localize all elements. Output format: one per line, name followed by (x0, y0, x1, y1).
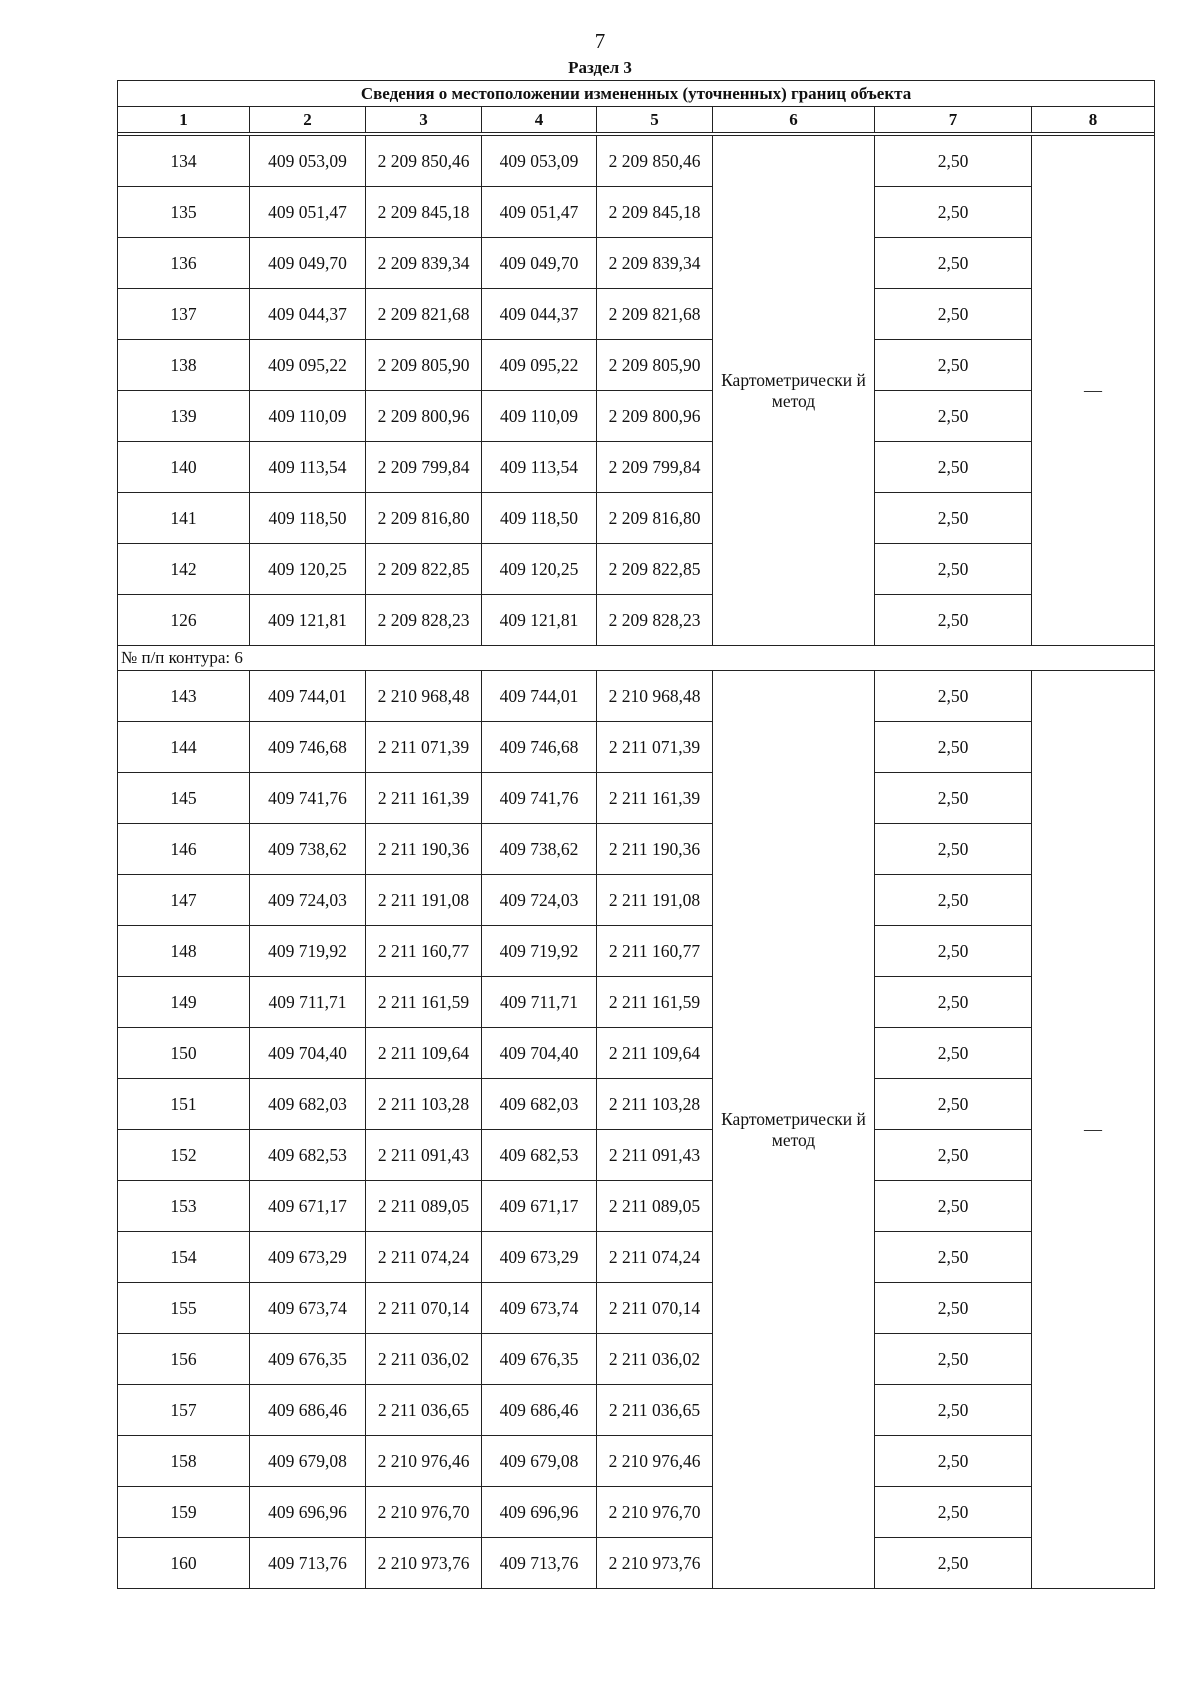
point-number: 135 (118, 187, 250, 238)
y-coordinate-existing: 2 209 828,23 (366, 595, 482, 646)
x-coordinate-new: 409 676,35 (482, 1334, 597, 1385)
table-row (118, 1028, 1155, 1079)
table-row (118, 1181, 1155, 1232)
y-coordinate-new: 2 211 190,36 (597, 824, 713, 875)
x-coordinate-existing: 409 053,09 (250, 136, 366, 187)
precision-value: 2,50 (875, 1079, 1032, 1130)
x-coordinate-existing: 409 744,01 (250, 671, 366, 722)
point-number: 153 (118, 1181, 250, 1232)
precision-value: 2,50 (875, 722, 1032, 773)
point-number: 158 (118, 1436, 250, 1487)
page-number: 7 (594, 29, 606, 53)
y-coordinate-new: 2 209 821,68 (597, 289, 713, 340)
y-coordinate-existing: 2 211 070,14 (366, 1283, 482, 1334)
y-coordinate-new: 2 211 161,59 (597, 977, 713, 1028)
y-coordinate-existing: 2 209 850,46 (366, 136, 482, 187)
point-number: 136 (118, 238, 250, 289)
precision-value: 2,50 (875, 391, 1032, 442)
table-row (118, 671, 1155, 722)
y-coordinate-new: 2 209 816,80 (597, 493, 713, 544)
x-coordinate-existing: 409 738,62 (250, 824, 366, 875)
point-number: 154 (118, 1232, 250, 1283)
x-coordinate-existing: 409 741,76 (250, 773, 366, 824)
column-number: 1 (118, 107, 250, 133)
x-coordinate-new: 409 673,29 (482, 1232, 597, 1283)
column-number: 2 (250, 107, 366, 133)
y-coordinate-new: 2 211 036,02 (597, 1334, 713, 1385)
column8-cell: — (1032, 671, 1155, 1589)
y-coordinate-existing: 2 210 976,46 (366, 1436, 482, 1487)
table-row (118, 1283, 1155, 1334)
x-coordinate-new: 409 121,81 (482, 595, 597, 646)
y-coordinate-existing: 2 211 191,08 (366, 875, 482, 926)
precision-value: 2,50 (875, 1232, 1032, 1283)
table-row (118, 773, 1155, 824)
point-number: 157 (118, 1385, 250, 1436)
x-coordinate-existing: 409 673,29 (250, 1232, 366, 1283)
point-number: 137 (118, 289, 250, 340)
table-row (118, 1130, 1155, 1181)
table-row (118, 926, 1155, 977)
precision-value: 2,50 (875, 1436, 1032, 1487)
point-number: 159 (118, 1487, 250, 1538)
x-coordinate-existing: 409 044,37 (250, 289, 366, 340)
x-coordinate-new: 409 679,08 (482, 1436, 597, 1487)
x-coordinate-new: 409 744,01 (482, 671, 597, 722)
x-coordinate-new: 409 044,37 (482, 289, 597, 340)
y-coordinate-existing: 2 211 190,36 (366, 824, 482, 875)
contour-row (118, 646, 1155, 671)
point-number: 138 (118, 340, 250, 391)
table-caption: Сведения о местоположении измененных (уточненных) границ объекта (118, 81, 1155, 107)
x-coordinate-new: 409 711,71 (482, 977, 597, 1028)
column-number: 6 (713, 107, 875, 133)
y-coordinate-existing: 2 209 805,90 (366, 340, 482, 391)
point-number: 148 (118, 926, 250, 977)
y-coordinate-new: 2 210 973,76 (597, 1538, 713, 1589)
precision-value: 2,50 (875, 595, 1032, 646)
y-coordinate-existing: 2 211 036,65 (366, 1385, 482, 1436)
y-coordinate-new: 2 211 161,39 (597, 773, 713, 824)
y-coordinate-existing: 2 210 973,76 (366, 1538, 482, 1589)
y-coordinate-new: 2 210 968,48 (597, 671, 713, 722)
x-coordinate-existing: 409 686,46 (250, 1385, 366, 1436)
precision-value: 2,50 (875, 1538, 1032, 1589)
precision-value: 2,50 (875, 926, 1032, 977)
x-coordinate-existing: 409 671,17 (250, 1181, 366, 1232)
method-cell: Картометрически й метод (713, 671, 875, 1589)
column-number: 3 (366, 107, 482, 133)
precision-value: 2,50 (875, 1283, 1032, 1334)
point-number: 141 (118, 493, 250, 544)
point-number: 152 (118, 1130, 250, 1181)
precision-value: 2,50 (875, 1487, 1032, 1538)
x-coordinate-existing: 409 746,68 (250, 722, 366, 773)
precision-value: 2,50 (875, 340, 1032, 391)
y-coordinate-new: 2 209 845,18 (597, 187, 713, 238)
x-coordinate-existing: 409 682,03 (250, 1079, 366, 1130)
y-coordinate-existing: 2 211 091,43 (366, 1130, 482, 1181)
precision-value: 2,50 (875, 773, 1032, 824)
y-coordinate-existing: 2 211 103,28 (366, 1079, 482, 1130)
table-row (118, 1487, 1155, 1538)
point-number: 151 (118, 1079, 250, 1130)
y-coordinate-existing: 2 209 800,96 (366, 391, 482, 442)
precision-value: 2,50 (875, 544, 1032, 595)
table-row (118, 824, 1155, 875)
x-coordinate-existing: 409 711,71 (250, 977, 366, 1028)
column-number: 5 (597, 107, 713, 133)
precision-value: 2,50 (875, 187, 1032, 238)
y-coordinate-existing: 2 209 839,34 (366, 238, 482, 289)
y-coordinate-new: 2 211 191,08 (597, 875, 713, 926)
table-row (118, 1334, 1155, 1385)
y-coordinate-existing: 2 209 845,18 (366, 187, 482, 238)
point-number: 126 (118, 595, 250, 646)
table-row (118, 442, 1155, 493)
precision-value: 2,50 (875, 1334, 1032, 1385)
y-coordinate-new: 2 209 799,84 (597, 442, 713, 493)
point-number: 149 (118, 977, 250, 1028)
x-coordinate-existing: 409 704,40 (250, 1028, 366, 1079)
x-coordinate-existing: 409 120,25 (250, 544, 366, 595)
y-coordinate-existing: 2 211 071,39 (366, 722, 482, 773)
y-coordinate-existing: 2 210 976,70 (366, 1487, 482, 1538)
x-coordinate-new: 409 113,54 (482, 442, 597, 493)
x-coordinate-existing: 409 682,53 (250, 1130, 366, 1181)
x-coordinate-new: 409 719,92 (482, 926, 597, 977)
x-coordinate-existing: 409 110,09 (250, 391, 366, 442)
x-coordinate-new: 409 724,03 (482, 875, 597, 926)
table-row (118, 977, 1155, 1028)
y-coordinate-new: 2 209 800,96 (597, 391, 713, 442)
y-coordinate-new: 2 209 805,90 (597, 340, 713, 391)
table-row (118, 1385, 1155, 1436)
table-body (118, 81, 1155, 1589)
x-coordinate-existing: 409 121,81 (250, 595, 366, 646)
precision-value: 2,50 (875, 1385, 1032, 1436)
x-coordinate-new: 409 110,09 (482, 391, 597, 442)
x-coordinate-new: 409 682,03 (482, 1079, 597, 1130)
table-row (118, 136, 1155, 187)
point-number: 139 (118, 391, 250, 442)
point-number: 142 (118, 544, 250, 595)
precision-value: 2,50 (875, 238, 1032, 289)
precision-value: 2,50 (875, 824, 1032, 875)
precision-value: 2,50 (875, 289, 1032, 340)
x-coordinate-existing: 409 118,50 (250, 493, 366, 544)
y-coordinate-new: 2 209 839,34 (597, 238, 713, 289)
x-coordinate-existing: 409 679,08 (250, 1436, 366, 1487)
point-number: 146 (118, 824, 250, 875)
x-coordinate-new: 409 686,46 (482, 1385, 597, 1436)
table-row (118, 1232, 1155, 1283)
x-coordinate-new: 409 118,50 (482, 493, 597, 544)
y-coordinate-existing: 2 211 161,39 (366, 773, 482, 824)
section-title: Раздел 3 (568, 58, 632, 77)
x-coordinate-new: 409 673,74 (482, 1283, 597, 1334)
table-row (118, 1079, 1155, 1130)
table-row (118, 289, 1155, 340)
x-coordinate-existing: 409 113,54 (250, 442, 366, 493)
table-caption-row (118, 81, 1155, 107)
column8-cell: — (1032, 136, 1155, 646)
y-coordinate-new: 2 209 828,23 (597, 595, 713, 646)
table-row (118, 493, 1155, 544)
point-number: 140 (118, 442, 250, 493)
x-coordinate-new: 409 049,70 (482, 238, 597, 289)
table-row (118, 187, 1155, 238)
x-coordinate-existing: 409 713,76 (250, 1538, 366, 1589)
y-coordinate-new: 2 211 074,24 (597, 1232, 713, 1283)
x-coordinate-existing: 409 051,47 (250, 187, 366, 238)
contour-label: № п/п контура: 6 (118, 646, 1155, 671)
x-coordinate-new: 409 095,22 (482, 340, 597, 391)
x-coordinate-existing: 409 719,92 (250, 926, 366, 977)
precision-value: 2,50 (875, 442, 1032, 493)
x-coordinate-new: 409 746,68 (482, 722, 597, 773)
table-row (118, 875, 1155, 926)
x-coordinate-new: 409 671,17 (482, 1181, 597, 1232)
column-number: 8 (1032, 107, 1155, 133)
y-coordinate-new: 2 209 850,46 (597, 136, 713, 187)
y-coordinate-new: 2 211 089,05 (597, 1181, 713, 1232)
table-row (118, 722, 1155, 773)
point-number: 155 (118, 1283, 250, 1334)
y-coordinate-new: 2 209 822,85 (597, 544, 713, 595)
table-row (118, 238, 1155, 289)
point-number: 160 (118, 1538, 250, 1589)
point-number: 145 (118, 773, 250, 824)
table-row (118, 1538, 1155, 1589)
y-coordinate-existing: 2 211 109,64 (366, 1028, 482, 1079)
x-coordinate-existing: 409 673,74 (250, 1283, 366, 1334)
precision-value: 2,50 (875, 1181, 1032, 1232)
table-row (118, 340, 1155, 391)
table-row (118, 391, 1155, 442)
point-number: 134 (118, 136, 250, 187)
precision-value: 2,50 (875, 875, 1032, 926)
y-coordinate-new: 2 211 091,43 (597, 1130, 713, 1181)
y-coordinate-new: 2 211 109,64 (597, 1028, 713, 1079)
column-number-row (118, 107, 1155, 133)
y-coordinate-existing: 2 211 161,59 (366, 977, 482, 1028)
x-coordinate-existing: 409 095,22 (250, 340, 366, 391)
y-coordinate-new: 2 211 070,14 (597, 1283, 713, 1334)
y-coordinate-new: 2 211 071,39 (597, 722, 713, 773)
y-coordinate-new: 2 210 976,46 (597, 1436, 713, 1487)
x-coordinate-new: 409 738,62 (482, 824, 597, 875)
point-number: 143 (118, 671, 250, 722)
x-coordinate-new: 409 682,53 (482, 1130, 597, 1181)
precision-value: 2,50 (875, 136, 1032, 187)
x-coordinate-new: 409 053,09 (482, 136, 597, 187)
method-cell: Картометрически й метод (713, 136, 875, 646)
y-coordinate-new: 2 211 160,77 (597, 926, 713, 977)
x-coordinate-new: 409 696,96 (482, 1487, 597, 1538)
precision-value: 2,50 (875, 671, 1032, 722)
y-coordinate-new: 2 210 976,70 (597, 1487, 713, 1538)
column-number: 7 (875, 107, 1032, 133)
y-coordinate-existing: 2 211 160,77 (366, 926, 482, 977)
point-number: 147 (118, 875, 250, 926)
table-row (118, 544, 1155, 595)
y-coordinate-new: 2 211 036,65 (597, 1385, 713, 1436)
y-coordinate-existing: 2 211 089,05 (366, 1181, 482, 1232)
y-coordinate-existing: 2 209 799,84 (366, 442, 482, 493)
x-coordinate-new: 409 704,40 (482, 1028, 597, 1079)
column-number: 4 (482, 107, 597, 133)
precision-value: 2,50 (875, 977, 1032, 1028)
point-number: 144 (118, 722, 250, 773)
table-row (118, 595, 1155, 646)
x-coordinate-new: 409 051,47 (482, 187, 597, 238)
precision-value: 2,50 (875, 1130, 1032, 1181)
precision-value: 2,50 (875, 1028, 1032, 1079)
x-coordinate-existing: 409 676,35 (250, 1334, 366, 1385)
point-number: 156 (118, 1334, 250, 1385)
table-row (118, 1436, 1155, 1487)
coordinates-table (117, 80, 1155, 1589)
x-coordinate-new: 409 713,76 (482, 1538, 597, 1589)
y-coordinate-existing: 2 209 816,80 (366, 493, 482, 544)
precision-value: 2,50 (875, 493, 1032, 544)
y-coordinate-existing: 2 210 968,48 (366, 671, 482, 722)
x-coordinate-new: 409 120,25 (482, 544, 597, 595)
x-coordinate-new: 409 741,76 (482, 773, 597, 824)
x-coordinate-existing: 409 696,96 (250, 1487, 366, 1538)
y-coordinate-existing: 2 209 821,68 (366, 289, 482, 340)
x-coordinate-existing: 409 049,70 (250, 238, 366, 289)
y-coordinate-existing: 2 211 074,24 (366, 1232, 482, 1283)
point-number: 150 (118, 1028, 250, 1079)
y-coordinate-existing: 2 209 822,85 (366, 544, 482, 595)
x-coordinate-existing: 409 724,03 (250, 875, 366, 926)
y-coordinate-new: 2 211 103,28 (597, 1079, 713, 1130)
y-coordinate-existing: 2 211 036,02 (366, 1334, 482, 1385)
